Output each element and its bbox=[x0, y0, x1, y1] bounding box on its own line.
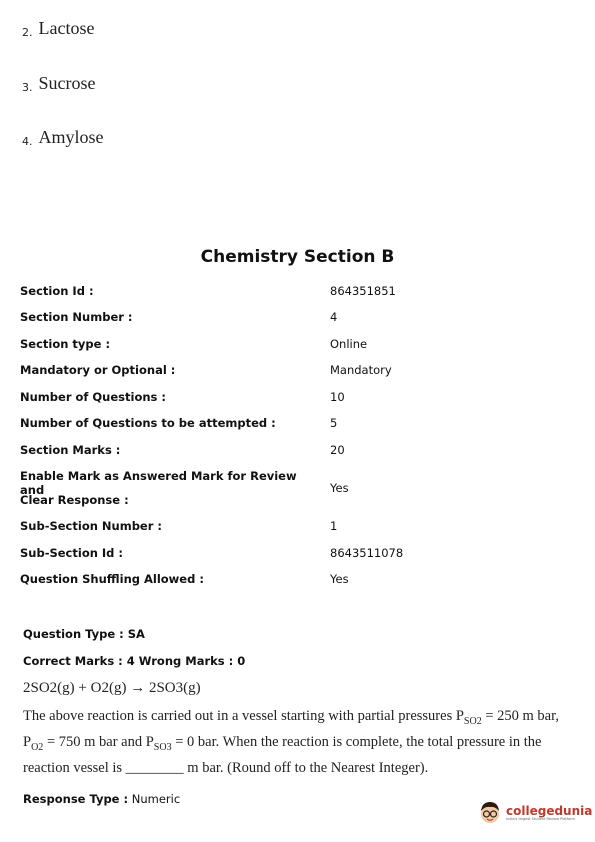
reaction-equation: 2SO2(g) + O2(g) → 2SO3(g) bbox=[23, 680, 201, 696]
question-marks: Correct Marks : 4 Wrong Marks : 0 bbox=[23, 654, 246, 668]
question-text: = 750 m bar and P bbox=[43, 734, 154, 750]
info-value: Mandatory bbox=[330, 363, 392, 377]
info-value: 20 bbox=[330, 443, 345, 457]
info-label: Number of Questions to be attempted : bbox=[20, 416, 276, 430]
info-label: Question Shuffling Allowed : bbox=[20, 572, 204, 586]
section-title: Chemistry Section B bbox=[200, 247, 395, 267]
info-value: Yes bbox=[330, 572, 349, 586]
info-label: Sub-Section Id : bbox=[20, 546, 124, 560]
info-label: Section Marks : bbox=[20, 443, 121, 457]
info-value: 5 bbox=[330, 416, 338, 430]
info-label: Section Number : bbox=[20, 310, 133, 324]
question-line-2: $P_{O2} = 750$ m bar and $P_{SO3} = 0$ bar. When the reaction is complete, the total pressure in the bbox=[23, 734, 542, 753]
response-type bbox=[23, 792, 180, 806]
info-value: 864351851 bbox=[330, 284, 396, 298]
info-value: 10 bbox=[330, 390, 345, 404]
option-text: Sucrose bbox=[38, 73, 96, 93]
response-type-label: Response Type : bbox=[23, 792, 129, 806]
question-type: Question Type : SA bbox=[23, 627, 145, 641]
info-value: 4 bbox=[330, 310, 338, 324]
question-text: = 250 m bar, bbox=[481, 708, 559, 724]
info-value: 8643511078 bbox=[330, 546, 404, 560]
info-label: Clear Response : bbox=[20, 493, 129, 507]
question-text: P bbox=[23, 734, 32, 750]
option-text: Lactose bbox=[38, 18, 95, 38]
info-label: Section type : bbox=[20, 337, 111, 351]
option-2 bbox=[22, 18, 94, 39]
info-label: Sub-Section Number : bbox=[20, 519, 163, 533]
info-value: 1 bbox=[330, 519, 338, 533]
question-line-3: reaction vessel is ________ m bar. (Round off to the Nearest Integer). bbox=[23, 760, 429, 776]
option-text: Amylose bbox=[38, 127, 104, 147]
option-4 bbox=[22, 127, 104, 148]
logo-brand: collegedunia bbox=[506, 803, 593, 818]
info-label: Enable Mark as Answered Mark for Review and bbox=[20, 469, 297, 497]
option-number: 4. bbox=[22, 135, 33, 148]
question-text: = 0 bar. When the reaction is complete, the total pressure in the bbox=[171, 734, 542, 750]
option-number: 3. bbox=[22, 81, 33, 94]
mascot-icon bbox=[478, 799, 502, 827]
logo-tagline: India's largest Student Review Platform bbox=[506, 816, 575, 821]
question-text: The above reaction is carried out in a vessel starting with partial pressures P bbox=[23, 708, 464, 724]
info-label: Mandatory or Optional : bbox=[20, 363, 176, 377]
question-line-1: The above reaction is carried out in a vessel starting with partial pressures $P_{SO2} = 250$ m bar, bbox=[23, 708, 559, 727]
info-label: Section Id : bbox=[20, 284, 94, 298]
response-type-value: Numeric bbox=[131, 792, 181, 806]
collegedunia-logo bbox=[478, 799, 592, 827]
info-label: Number of Questions : bbox=[20, 390, 166, 404]
info-value: Online bbox=[330, 337, 368, 351]
option-3 bbox=[22, 73, 96, 94]
info-value: Yes bbox=[330, 481, 349, 495]
option-number: 2. bbox=[22, 26, 33, 39]
